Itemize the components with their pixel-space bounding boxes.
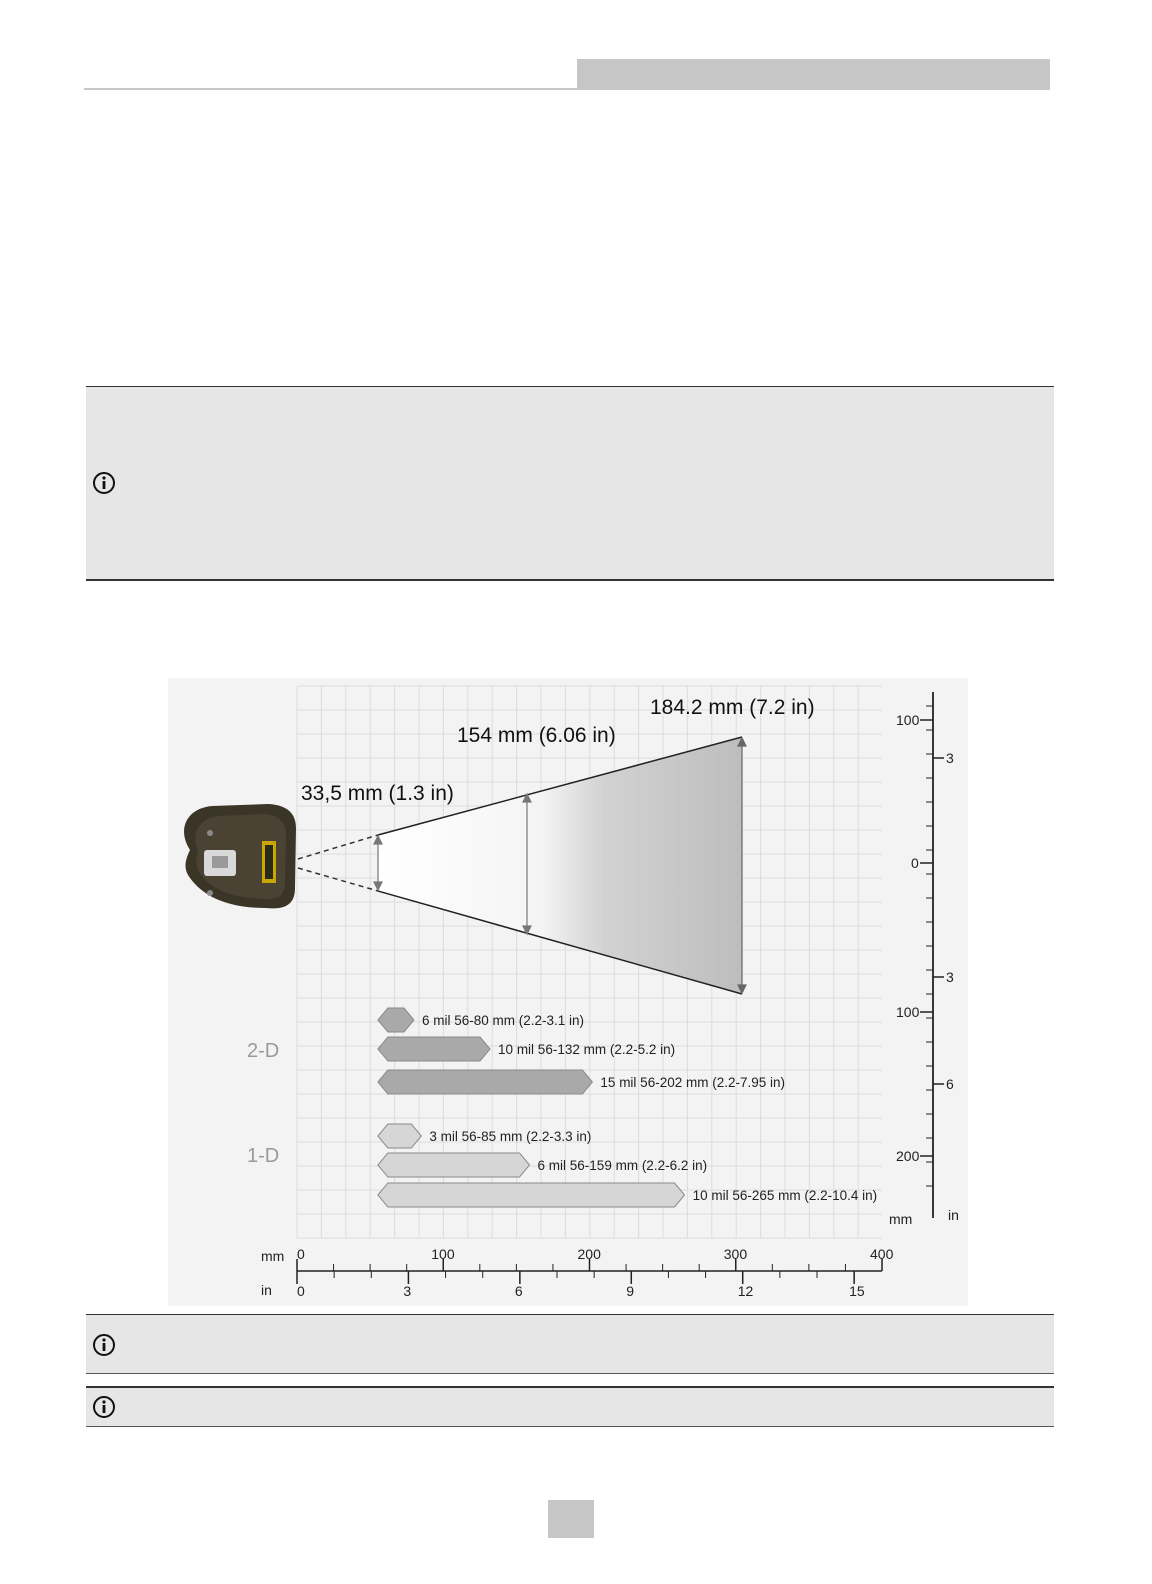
note-box <box>86 1386 1054 1427</box>
side-axis-unit-in: in <box>948 1207 959 1223</box>
side-mm-tick-label: 100 <box>896 712 920 728</box>
in-tick-label: 6 <box>514 1283 523 1299</box>
fov-label: 33,5 mm (1.3 in) <box>301 782 454 805</box>
mm-tick-label: 400 <box>870 1246 894 1262</box>
range-bar-label: 15 mil 56-202 mm (2.2-7.95 in) <box>600 1075 786 1090</box>
diagram-background <box>168 678 968 1306</box>
header-bar <box>577 59 1050 89</box>
range-bar-label: 3 mil 56-85 mm (2.2-3.3 in) <box>429 1129 592 1144</box>
mm-tick-label: 300 <box>723 1246 748 1262</box>
info-icon <box>92 471 116 495</box>
mm-tick-label: 200 <box>577 1246 601 1262</box>
range-bar-label: 10 mil 56-132 mm (2.2-5.2 in) <box>498 1042 676 1057</box>
reading-range-diagram <box>168 678 968 1306</box>
info-icon <box>92 1395 116 1419</box>
note-box <box>86 1314 1054 1374</box>
side-mm-tick-label: 0 <box>911 855 919 871</box>
range-bar <box>378 1070 593 1094</box>
side-axis-unit-mm: mm <box>889 1211 913 1227</box>
side-mm-tick-label: 100 <box>896 1004 920 1020</box>
range-bar <box>378 1183 685 1207</box>
range-bar <box>378 1124 421 1148</box>
axis-unit-in: in <box>261 1282 272 1298</box>
group-label-2d: 2-D <box>247 1040 280 1062</box>
range-bar-label: 10 mil 56-265 mm (2.2-10.4 in) <box>692 1188 878 1203</box>
mm-tick-label: 100 <box>431 1246 455 1262</box>
side-in-tick-label: 6 <box>946 1076 954 1092</box>
in-tick-label: 0 <box>297 1283 305 1299</box>
axis-unit-mm: mm <box>261 1248 285 1264</box>
page-number-box <box>548 1500 594 1538</box>
range-bar <box>378 1037 490 1061</box>
range-bar-label: 6 mil 56-80 mm (2.2-3.1 in) <box>422 1013 585 1028</box>
group-label-1d: 1-D <box>247 1145 280 1167</box>
range-bar-label: 6 mil 56-159 mm (2.2-6.2 in) <box>537 1158 708 1173</box>
in-tick-label: 9 <box>626 1283 635 1299</box>
side-mm-tick-label: 200 <box>896 1148 920 1164</box>
side-in-tick-label: 3 <box>946 750 954 766</box>
info-icon <box>92 1333 116 1357</box>
in-tick-label: 3 <box>403 1283 412 1299</box>
in-tick-label: 12 <box>737 1283 754 1299</box>
range-bar <box>378 1153 530 1177</box>
fov-label: 184.2 mm (7.2 in) <box>650 696 815 719</box>
mm-tick-label: 0 <box>297 1246 305 1262</box>
side-in-tick-label: 3 <box>946 969 954 985</box>
fov-label: 154 mm (6.06 in) <box>457 724 616 747</box>
in-tick-label: 15 <box>849 1283 865 1299</box>
note-box <box>86 386 1054 581</box>
